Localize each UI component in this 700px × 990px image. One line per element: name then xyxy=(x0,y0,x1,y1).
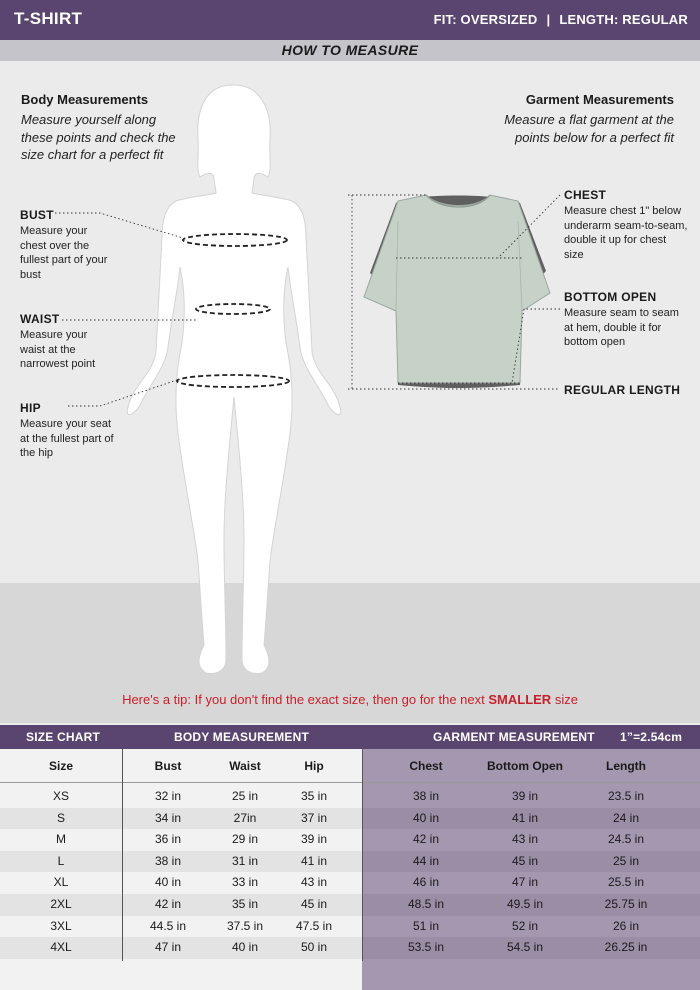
regular-length-label: REGULAR LENGTH xyxy=(564,383,681,397)
how-to-measure-bar xyxy=(0,40,700,61)
table-row xyxy=(0,937,700,959)
cell-bust: 34 in xyxy=(154,810,182,825)
table-row xyxy=(0,786,700,808)
cell-size: 3XL xyxy=(50,918,72,933)
bottom-open-label: BOTTOM OPEN xyxy=(564,290,657,304)
col-header-chest: Chest xyxy=(409,759,443,773)
col-header-hip: Hip xyxy=(304,759,324,773)
cell-waist: 35 in xyxy=(231,897,259,911)
cell-bottom-open: 49.5 in xyxy=(506,897,544,911)
bust-description: Measure your chest over the fullest part of your bust xyxy=(20,225,108,281)
garment-measurements-intro: Measure a flat garment at the points below for a perfect fit xyxy=(504,112,674,145)
cell-hip: 50 in xyxy=(300,940,328,955)
table-row xyxy=(0,851,700,873)
cell-bottom-open: 52 in xyxy=(511,918,539,933)
body-measurement-title: BODY MEASUREMENT xyxy=(174,730,309,744)
product-title: T-SHIRT xyxy=(14,9,83,28)
col-header-length: Length xyxy=(606,759,646,773)
cell-length: 25.5 in xyxy=(607,875,645,890)
cell-chest: 42 in xyxy=(412,832,440,847)
cell-chest: 48.5 in xyxy=(407,897,445,911)
cell-bottom-open: 39 in xyxy=(511,789,539,803)
garment-measurement-title: GARMENT MEASUREMENT xyxy=(433,730,595,744)
body-measurements-intro: Measure yourself along these points and check the size chart for a perfect fit xyxy=(21,112,176,162)
unit-conversion: 1”=2.54cm xyxy=(620,730,683,744)
cell-hip: 37 in xyxy=(300,810,328,825)
cell-waist: 40 in xyxy=(231,940,259,955)
header-separator: | xyxy=(546,12,551,27)
waist-label: WAIST xyxy=(20,312,60,326)
cell-length: 26 in xyxy=(612,918,640,933)
cell-size: M xyxy=(56,832,66,847)
size-col-divider xyxy=(122,749,123,961)
cell-waist: 33 in xyxy=(231,875,259,890)
table-row xyxy=(0,894,700,916)
cell-bust: 38 in xyxy=(154,853,182,868)
cell-bottom-open: 47 in xyxy=(511,875,539,890)
cell-waist: 27in xyxy=(233,810,257,825)
cell-chest: 46 in xyxy=(412,875,440,890)
cell-bust: 36 in xyxy=(154,832,182,847)
cell-waist: 25 in xyxy=(231,789,259,803)
size-chart xyxy=(0,725,700,990)
table-row xyxy=(0,872,700,894)
cell-hip: 41 in xyxy=(300,853,328,868)
cell-chest: 38 in xyxy=(412,789,440,803)
cell-waist: 31 in xyxy=(231,853,259,868)
cell-hip: 45 in xyxy=(300,897,328,911)
cell-hip: 39 in xyxy=(300,832,328,847)
chest-description: Measure chest 1" below underarm seam-to-seam, double it up for chest size xyxy=(564,205,688,261)
cell-size: S xyxy=(56,810,65,825)
cell-length: 25 in xyxy=(612,853,640,868)
hip-leader xyxy=(68,380,177,406)
tip-text: Here's a tip: If you don't find the exact size, then go for the next xyxy=(122,692,489,707)
sizing-tip xyxy=(0,692,700,707)
fit-length-info xyxy=(434,12,688,27)
cell-size: XL xyxy=(53,875,69,890)
col-header-bottom-open: Bottom Open xyxy=(487,759,563,773)
cell-length: 23.5 in xyxy=(607,789,645,803)
cell-size: L xyxy=(57,853,65,868)
table-row xyxy=(0,916,700,938)
header-divider xyxy=(0,782,700,783)
how-to-measure-title: HOW TO MEASURE xyxy=(281,42,419,58)
hip-label: HIP xyxy=(20,401,41,415)
cell-chest: 44 in xyxy=(412,853,440,868)
cell-waist: 29 in xyxy=(231,832,259,847)
garment-measurements-heading: Garment Measurements xyxy=(525,92,674,107)
table-row xyxy=(0,829,700,851)
cell-bottom-open: 41 in xyxy=(511,810,539,825)
cell-bottom-open: 43 in xyxy=(511,832,539,847)
cell-bust: 47 in xyxy=(154,940,182,955)
header-bar xyxy=(0,0,700,40)
fit-label: FIT: OVERSIZED xyxy=(433,12,538,27)
cell-size: XS xyxy=(52,789,69,803)
cell-length: 26.25 in xyxy=(604,940,648,955)
hip-description: Measure your seat at the fullest part of the hip xyxy=(20,418,114,459)
cell-bottom-open: 54.5 in xyxy=(506,940,544,955)
size-chart-title: SIZE CHART xyxy=(26,730,100,744)
cell-hip: 47.5 in xyxy=(295,918,333,933)
length-label: LENGTH: REGULAR xyxy=(559,12,688,27)
tshirt-illustration xyxy=(364,195,550,388)
col-header-waist: Waist xyxy=(229,759,261,773)
cell-size: 2XL xyxy=(50,897,72,911)
cell-bust: 44.5 in xyxy=(149,918,187,933)
body-measurements-heading: Body Measurements xyxy=(21,92,149,107)
col-header-bust: Bust xyxy=(154,759,182,773)
body-garment-divider xyxy=(362,749,363,961)
cell-length: 24 in xyxy=(612,810,640,825)
size-chart-header xyxy=(0,725,700,749)
cell-bottom-open: 45 in xyxy=(511,853,539,868)
cell-size: 4XL xyxy=(50,940,72,955)
cell-bust: 32 in xyxy=(154,789,182,803)
cell-waist: 37.5 in xyxy=(226,918,264,933)
chest-label: CHEST xyxy=(564,188,607,202)
cell-length: 24.5 in xyxy=(607,832,645,847)
bottom-open-description: Measure seam to seam at hem, double it for bottom open xyxy=(564,307,679,348)
table-row xyxy=(0,808,700,830)
waist-description: Measure your waist at the narrowest point xyxy=(20,329,96,370)
cell-hip: 43 in xyxy=(300,875,328,890)
bust-label: BUST xyxy=(20,208,54,222)
cell-hip: 35 in xyxy=(300,789,328,803)
cell-chest: 40 in xyxy=(412,810,440,825)
tip-suffix: size xyxy=(551,692,578,707)
body-silhouette xyxy=(127,85,341,673)
illustration-stage xyxy=(0,61,700,723)
cell-chest: 53.5 in xyxy=(407,940,445,955)
col-header-size: Size xyxy=(48,759,73,773)
cell-chest: 51 in xyxy=(412,918,440,933)
tip-emphasis: SMALLER xyxy=(488,692,552,707)
cell-bust: 40 in xyxy=(154,875,182,890)
cell-bust: 42 in xyxy=(154,897,182,911)
cell-length: 25.75 in xyxy=(604,897,648,911)
